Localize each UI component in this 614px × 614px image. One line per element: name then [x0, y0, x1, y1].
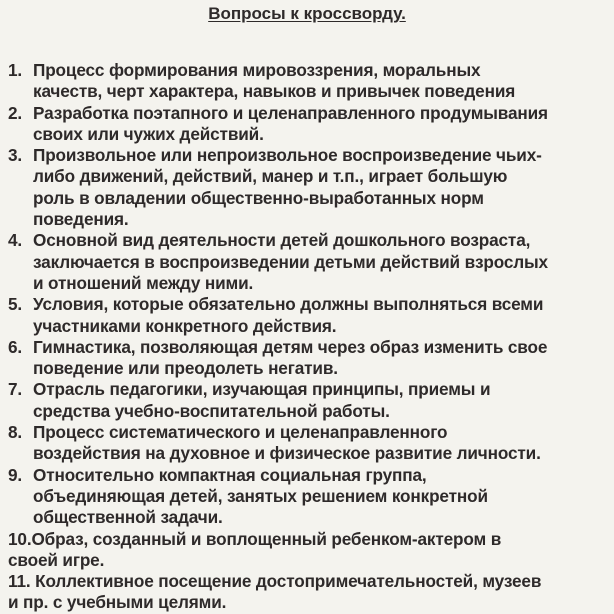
question-text: Коллективное посещение достопримечательностей, музеев и пр. с учебными целями. [8, 571, 542, 613]
question-item [8, 103, 612, 146]
question-item [8, 379, 612, 422]
question-item [8, 145, 612, 230]
question-item [8, 294, 612, 337]
question-number: 9. [8, 464, 23, 485]
question-item [8, 422, 612, 465]
question-text: Процесс систематического и целенаправленного воздействия на духовное и физическое развитие личности. [33, 422, 541, 464]
question-number: 8. [8, 422, 23, 443]
question-text: Основной вид деятельности детей дошкольного возраста, заключается в воспроизведении детьми действий взрослых и отношений между ними. [33, 230, 548, 293]
question-text: Процесс формирования мировоззрения, моральных качеств, черт характера, навыков и привычек поведения [33, 60, 516, 102]
question-text: Произвольное или непроизвольное воспроизведение чьих- либо движений, действий, манер и т.п., играет большую роль в овладении общественно-выработанных норм поведения. [33, 145, 542, 230]
question-number: 7. [8, 379, 23, 400]
question-item [8, 230, 612, 294]
question-text: Образ, созданный и воплощенный ребенком-актером в своей игре. [8, 528, 502, 570]
question-number: 3. [8, 145, 23, 166]
question-number: 11. [8, 571, 31, 592]
question-number: 5. [8, 294, 23, 315]
question-number: 1. [8, 60, 23, 80]
question-item [8, 337, 612, 380]
question-item [8, 465, 612, 529]
questions-list [8, 60, 612, 614]
question-text: Условия, которые обязательно должны выполняться всеми участниками конкретного действия. [33, 294, 544, 336]
question-number: 10. [8, 528, 32, 549]
question-text: Относительно компактная социальная группа, объединяющая детей, занятых решением конкретной общественной задачи. [33, 464, 488, 528]
question-number: 4. [8, 230, 23, 251]
question-item [8, 529, 612, 572]
question-item [8, 60, 612, 103]
question-item [8, 571, 612, 614]
question-text: Отрасль педагогики, изучающая принципы, приемы и средства учебно-воспитательной работы. [33, 379, 491, 421]
question-text: Разработка поэтапного и целенаправленного продумывания своих или чужих действий. [33, 102, 548, 144]
question-number: 2. [8, 102, 23, 123]
question-number: 6. [8, 336, 23, 357]
question-text: Гимнастика, позволяющая детям через образ изменить свое поведение или преодолеть негатив. [33, 336, 548, 379]
page-title: Вопросы к кроссворду. [208, 4, 406, 23]
